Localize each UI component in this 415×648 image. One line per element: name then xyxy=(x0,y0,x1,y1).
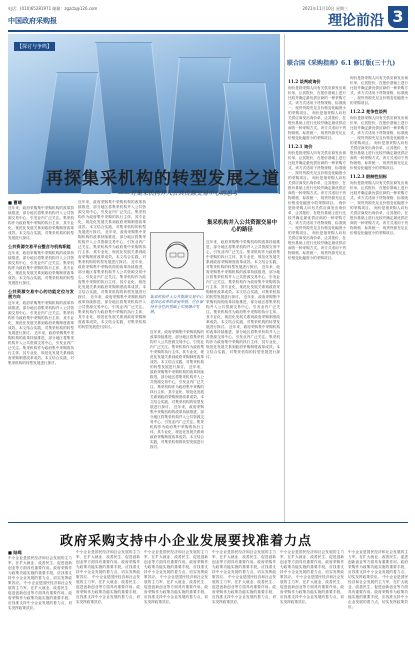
body-text: 中小企业是国民经济和社会发展的主力军，在扩大就业、改善民生、促进创新创业等方面具有重要作用。政府采购作为政策功能实施的重要手段，应找准支持中小企业发展的着力点，切实发挥政策效应。 xyxy=(212,550,276,579)
body-text: 中小企业是国民经济和社会发展的主力军，在扩大就业、改善民生、促进创新创业等方面具有重要作用。政府采购作为政策功能实施的重要手段，应找准支持中小企业发展的着力点，切实发挥政策效应。 xyxy=(280,575,344,604)
subsection-heading: 公共资源交易平台整合与机构职能 xyxy=(8,244,71,249)
page-number: 3 xyxy=(388,6,408,28)
masthead xyxy=(8,4,408,32)
body-text: 中小企业是国民经济和社会发展的主力军，在扩大就业、改善民生、促进创新创业等方面具有重要作用。政府采购作为政策功能实施的重要手段，应找准支持中小企业发展的着力点，切实发挥政策效应。 xyxy=(144,550,208,579)
feature-column-2b xyxy=(150,330,204,518)
bottom-column-3 xyxy=(144,550,208,644)
body-text: 近年来，政府采购集中采购机构的改革持续推进，部分地区将集采机构并入公共资源交易中心，引发业内广泛关注。集采机构作为政府集中采购的执行主体，其专业化、规范化发展关系到政府采购制度改革成效。本文结合实践，对集采机构的转型发展进行探讨。 xyxy=(8,301,74,335)
body-text: 询价是指采购人向有关供应商发出询价单，让其报价，在报价基础上进行比较并确定最优供应商的一种采购方式。该方式适用于货物规格、标准统一，现货货源充足且价格变化幅度小的采购项目。 xyxy=(288,201,346,235)
author-portrait xyxy=(150,232,204,290)
body-text: 近年来，政府采购集中采购机构的改革持续推进，部分地区将集采机构并入公共资源交易中心，引发业内广泛关注。集采机构作为政府集中采购的执行主体，其专业化、规范化发展关系到政府采购制度改革成效。本文结合实践，对集采机构的转型发展进行探讨。 xyxy=(150,365,204,409)
feature-column-2 xyxy=(78,200,146,518)
body-text: 中小企业是国民经济和社会发展的主力军，在扩大就业、改善民生、促进创新创业等方面具有重要作用。政府采购作为政策功能实施的重要手段，应找准支持中小企业发展的着力点，切实发挥政策效应。 xyxy=(212,575,276,604)
body-text: 近年来，政府采购集中采购机构的改革持续推进，部分地区将集采机构并入公共资源交易中心，引发业内广泛关注。集采机构作为政府集中采购的执行主体，其专业化、规范化发展关系到政府采购制度改革成效。本文结合实践，对集采机构的转型发展进行探讨。 xyxy=(8,206,74,240)
feature-subhead: ——对集采机构并入公共资源交易中心的思考 xyxy=(118,190,239,197)
body-text: 询价是指采购人向有关供应商发出询价单，让其报价，在报价基础上进行比较并确定最优供应商的一种采购方式。该方式适用于货物规格、标准统一，现货货源充足且价格变化幅度小的采购项目。 xyxy=(288,151,346,180)
body-text: 询价是指采购人向有关供应商发出询价单，让其报价，在报价基础上进行比较并确定最优供应商的一种采购方式。该方式适用于货物规格、标准统一，现货货源充足且价格变化幅度小的采购项目。 xyxy=(350,76,408,105)
body-text: 询价是指采购人向有关供应商发出询价单，让其报价，在报价基础上进行比较并确定最优供应商的一种采购方式。该方式适用于货物规格、标准统一，现货货源充足且价格变化幅度小的采购项目。 xyxy=(288,231,346,260)
body-text: 近年来，政府采购集中采购机构的改革持续推进，部分地区将集采机构并入公共资源交易中心，引发业内广泛关注。集采机构作为政府集中采购的执行主体，其专业化、规范化发展关系到政府采购制度改革成效。本文结合实践，对集采机构的转型发展进行探讨。 xyxy=(78,295,146,329)
body-text: 中小企业是国民经济和社会发展的主力军，在扩大就业、改善民生、促进创新创业等方面具有重要作用。政府采购作为政策功能实施的重要手段，应找准支持中小企业发展的着力点，切实发挥政策效应。 xyxy=(348,575,408,609)
subsection-heading: 11.2.3 限制性招标 xyxy=(350,174,387,179)
portrait-sketch xyxy=(151,233,203,289)
subsection-heading: 11.2.1 询价 xyxy=(288,144,313,149)
right-article-title: 联合国《采购指南》6.1 修订版(三十九) xyxy=(287,60,396,67)
feature-column-1 xyxy=(8,200,74,518)
body-text: 询价是指采购人向有关供应商发出询价单，让其报价，在报价基础上进行比较并确定最优供应商的一种采购方式。该方式适用于货物规格、标准统一，现货货源充足且价格变化幅度小的采购项目。 xyxy=(288,86,346,115)
body-text: 近年来，政府采购集中采购机构的改革持续推进，部分地区将集采机构并入公共资源交易中心，引发业内广泛关注。集采机构作为政府集中采购的执行主体，其专业化、规范化发展关系到政府采购制度改革成效。本文结合实践，对集采机构的转型发展进行探讨。 xyxy=(8,251,74,285)
newspaper-logo: 中国政府采购报 xyxy=(8,16,57,25)
right-column-2 xyxy=(350,76,408,518)
column-divider xyxy=(284,34,285,522)
bottom-author: ■ 陆鸣 xyxy=(8,550,22,555)
body-text: 中小企业是国民经济和社会发展的主力军，在扩大就业、改善民生、促进创新创业等方面具有重要作用。政府采购作为政策功能实施的重要手段，应找准支持中小企业发展的着力点，切实发挥政策效应。 xyxy=(348,550,408,579)
bottom-headline: 政府采购支持中小企业发展要找准着力点 xyxy=(60,534,313,549)
body-text: 近年来，政府采购集中采购机构的改革持续推进，部分地区将集采机构并入公共资源交易中心，引发业内广泛关注。集采机构作为政府集中采购的执行主体，其专业化、规范化发展关系到政府采购制度改革成效。本文结合实践，对集采机构的转型发展进行探讨。 xyxy=(206,240,280,269)
body-text: 近年来，政府采购集中采购机构的改革持续推进，部分地区将集采机构并入公共资源交易中心，引发业内广泛关注。集采机构作为政府集中采购的执行主体，其专业化、规范化发展关系到政府采购制度改革成效。本文结合实践，对集采机构的转型发展进行探讨。 xyxy=(150,405,204,449)
body-text: 中小企业是国民经济和社会发展的主力军，在扩大就业、改善民生、促进创新创业等方面具有重要作用。政府采购作为政策功能实施的重要手段，应找准支持中小企业发展的着力点，切实发挥政策效应。 xyxy=(76,550,140,579)
bottom-column-2 xyxy=(76,550,140,644)
body-text: 近年来，政府采购集中采购机构的改革持续推进，部分地区将集采机构并入公共资源交易中心，引发业内广泛关注。集采机构作为政府集中采购的执行主体，其专业化、规范化发展关系到政府采购制度改革成效。本文结合实践，对集采机构的转型发展进行探讨。 xyxy=(206,265,280,299)
body-text: 近年来，政府采购集中采购机构的改革持续推进，部分地区将集采机构并入公共资源交易中心，引发业内广泛关注。集采机构作为政府集中采购的执行主体，其专业化、规范化发展关系到政府采购制度改革成效。本文结合实践，对集采机构的转型发展进行探讨。 xyxy=(206,325,280,359)
body-text: 中小企业是国民经济和社会发展的主力军，在扩大就业、改善民生、促进创新创业等方面具有重要作用。政府采购作为政策功能实施的重要手段，应找准支持中小企业发展的着力点，切实发挥政策效应。 xyxy=(76,575,140,604)
bottom-column-5 xyxy=(280,550,344,644)
body-text: 近年来，政府采购集中采购机构的改革持续推进，部分地区将集采机构并入公共资源交易中心，引发业内广泛关注。集采机构作为政府集中采购的执行主体，其专业化、规范化发展关系到政府采购制度改革成效。本文结合实践，对集采机构的转型发展进行探讨。 xyxy=(206,295,280,329)
body-text: 近年来，政府采购集中采购机构的改革持续推进，部分地区将集采机构并入公共资源交易中心，引发业内广泛关注。集采机构作为政府集中采购的执行主体，其专业化、规范化发展关系到政府采购制度改革成效。本文结合实践，对集采机构的转型发展进行探讨。 xyxy=(78,230,146,264)
bottom-column-1 xyxy=(8,550,72,644)
body-text: 中小企业是国民经济和社会发展的主力军，在扩大就业、改善民生、促进创新创业等方面具有重要作用。政府采购作为政策功能实施的重要手段，应找准支持中小企业发展的着力点，切实发挥政策效应。 xyxy=(8,581,72,610)
issue-date: 2021年11月10日 星期三 xyxy=(302,6,348,11)
body-text: 中小企业是国民经济和社会发展的主力军，在扩大就业、改善民生、促进创新创业等方面具有重要作用。政府采购作为政策功能实施的重要手段，应找准支持中小企业发展的着力点，切实发挥政策效应。 xyxy=(280,550,344,579)
feature-headline: 再探集采机构的转型发展之道 xyxy=(46,169,280,189)
body-text: 近年来，政府采购集中采购机构的改革持续推进，部分地区将集采机构并入公共资源交易中心，引发业内广泛关注。集采机构作为政府集中采购的执行主体，其专业化、规范化发展关系到政府采购制度改革成效。本文结合实践，对集采机构的转型发展进行探讨。 xyxy=(8,331,74,365)
body-text: 询价是指采购人向有关供应商发出询价单，让其报价，在报价基础上进行比较并确定最优供应商的一种采购方式。该方式适用于货物规格、标准统一，现货货源充足且价格变化幅度小的采购项目。 xyxy=(350,116,408,145)
subsection-heading: 公共资源交易中心的功能定位与发展方向 xyxy=(8,289,74,299)
feature-author: ■ 曹靖 xyxy=(8,200,22,205)
body-text: 近年来，政府采购集中采购机构的改革持续推进，部分地区将集采机构并入公共资源交易中心，引发业内广泛关注。集采机构作为政府集中采购的执行主体，其专业化、规范化发展关系到政府采购制度改革成效。本文结合实践，对集采机构的转型发展进行探讨。 xyxy=(150,330,204,369)
column-tag: 【探讨与争鸣】 xyxy=(14,42,55,51)
body-text: 询价是指采购人向有关供应商发出询价单，让其报价，在报价基础上进行比较并确定最优供应商的一种采购方式。该方式适用于货物规格、标准统一，现货货源充足且价格变化幅度小的采购项目。 xyxy=(350,206,408,235)
body-text: 询价是指采购人向有关供应商发出询价单，让其报价，在报价基础上进行比较并确定最优供应商的一种采购方式。该方式适用于货物规格、标准统一，现货货源充足且价格变化幅度小的采购项目。 xyxy=(350,181,408,210)
contact-info: 电话：(010)65281971 邮箱：zgzcb@126.com xyxy=(8,6,98,11)
bottom-column-4 xyxy=(212,550,276,644)
body-text: 中小企业是国民经济和社会发展的主力军，在扩大就业、改善民生、促进创新创业等方面具有重要作用。政府采购作为政策功能实施的重要手段，应找准支持中小企业发展的着力点，切实发挥政策效应。 xyxy=(8,556,72,585)
feature-column-3 xyxy=(206,240,280,518)
body-text: 中小企业是国民经济和社会发展的主力军，在扩大就业、改善民生、促进创新创业等方面具有重要作用。政府采购作为政策功能实施的重要手段，应找准支持中小企业发展的着力点，切实发挥政策效应。 xyxy=(144,575,208,604)
subsection-heading: 集采机构并入公共资源交易中心的路径 xyxy=(206,220,278,233)
subsection-heading: 11.2 谈判或询价 xyxy=(288,79,321,84)
body-text: 询价是指采购人向有关供应商发出询价单，让其报价，在报价基础上进行比较并确定最优供应商的一种采购方式。该方式适用于货物规格、标准统一，现货货源充足且价格变化幅度小的采购项目。 xyxy=(288,111,346,140)
section-title: 理论前沿 xyxy=(328,13,384,29)
body-text: 近年来，政府采购集中采购机构的改革持续推进，部分地区将集采机构并入公共资源交易中心，引发业内广泛关注。集采机构作为政府集中采购的执行主体，其专业化、规范化发展关系到政府采购制度改革成效。本文结合实践，对集采机构的转型发展进行探讨。 xyxy=(78,260,146,299)
body-text: 近年来，政府采购集中采购机构的改革持续推进，部分地区将集采机构并入公共资源交易中心，引发业内广泛关注。集采机构作为政府集中采购的执行主体，其专业化、规范化发展关系到政府采购制度改革成效。本文结合实践，对集采机构的转型发展进行探讨。 xyxy=(78,200,146,234)
section-divider xyxy=(8,522,408,523)
subsection-heading: 11.2.2 竞争性谈判 xyxy=(350,109,387,114)
pull-quote: 集采机构并入公共资源交易中心是深化改革的重要举措，应在保持专业性的基础上实现融合发展。 xyxy=(150,294,204,314)
body-text: 询价是指采购人向有关供应商发出询价单，让其报价，在报价基础上进行比较并确定最优供应商的一种采购方式。该方式适用于货物规格、标准统一，现货货源充足且价格变化幅度小的采购项目。 xyxy=(350,141,408,170)
right-column-1 xyxy=(288,76,346,518)
body-text: 询价是指采购人向有关供应商发出询价单，让其报价，在报价基础上进行比较并确定最优供应商的一种采购方式。该方式适用于货物规格、标准统一，现货货源充足且价格变化幅度小的采购项目。 xyxy=(288,176,346,205)
bottom-column-6 xyxy=(348,550,408,644)
